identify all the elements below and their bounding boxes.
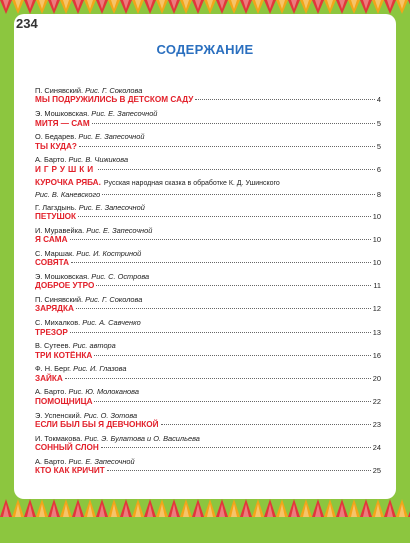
toc-entry[interactable]: И. Муравейка. Рис. Е. Запесочной Я САМА 10 — [35, 225, 381, 245]
bottom-decorative-border — [0, 499, 410, 543]
story-title: ДОБРОЕ УТРО — [35, 281, 95, 291]
dot-leader — [71, 262, 371, 263]
story-title: ИГРУШКИ — [35, 164, 97, 174]
page-ref: 20 — [372, 373, 381, 383]
story-title: КУРОЧКА РЯБА. — [35, 178, 101, 188]
toc-entry[interactable]: КУРОЧКА РЯБА. Русская народная сказка в обработке К. Д. Ушинского Рис. В. Каневского 8 — [35, 178, 381, 199]
story-title: МЫ ПОДРУЖИЛИСЬ В ДЕТСКОМ САДУ — [35, 95, 194, 105]
story-title: ЕСЛИ БЫЛ БЫ Я ДЕВЧОНКОЙ — [35, 419, 159, 429]
dot-leader — [195, 99, 375, 100]
page-ref: 10 — [372, 258, 381, 268]
dot-leader — [98, 169, 375, 170]
page-ref: 13 — [372, 327, 381, 337]
page-ref: 23 — [372, 419, 381, 429]
page-ref: 11 — [373, 281, 381, 291]
dot-leader — [94, 401, 370, 402]
toc-entry[interactable]: В. Сутеев. Рис. автора ТРИ КОТЁНКА 16 — [35, 341, 381, 360]
story-note: Русская народная сказка в обработке К. Д. Ушинского — [103, 180, 280, 188]
page-ref: 22 — [372, 396, 381, 406]
page-ref: 10 — [372, 235, 381, 245]
dot-leader — [92, 123, 375, 124]
page-number: 234 — [16, 16, 38, 31]
toc-entry[interactable]: Э. Мошковская. Рис. С. Острова ДОБРОЕ УТРО 11 — [35, 271, 381, 291]
toc-entry[interactable]: Г. Лагздынь. Рис. Е. Запесочной ПЕТУШОК 10 — [35, 202, 381, 221]
page-ref: 5 — [376, 118, 381, 128]
page-ref: 4 — [376, 95, 381, 105]
table-of-contents — [35, 86, 381, 480]
story-title: ЗАРЯДКА — [35, 304, 74, 314]
story-title: ПОМОЩНИЦА — [35, 396, 93, 406]
dot-leader — [76, 308, 371, 309]
dot-leader — [94, 355, 370, 356]
story-title: ЗАЙКА — [35, 373, 63, 383]
page-ref: 6 — [376, 164, 381, 174]
toc-entry[interactable]: А. Барто. Рис. В. Чижикова ИГРУШКИ 6 — [35, 155, 381, 174]
page-ref: 16 — [372, 350, 381, 360]
toc-entry[interactable]: Ф. Н. Берг. Рис. И. Глазова ЗАЙКА 20 — [35, 364, 381, 383]
story-title: ПЕТУШОК — [35, 211, 77, 221]
toc-entry[interactable]: П. Синявский. Рис. Г. Соколова ЗАРЯДКА 12 — [35, 294, 381, 314]
story-title: ТЫ КУДА? — [35, 141, 77, 151]
page-ref: 25 — [372, 466, 381, 476]
story-title: Я САМА — [35, 235, 68, 245]
toc-entry[interactable]: П. Синявский. Рис. Г. Соколова МЫ ПОДРУЖИЛИСЬ В ДЕТСКОМ САДУ 4 — [35, 86, 381, 105]
story-title: ТРЕЗОР — [35, 327, 68, 337]
toc-entry[interactable]: С. Маршак. Рис. И. Костриной СОВЯТА 10 — [35, 248, 381, 268]
story-title: КТО КАК КРИЧИТ — [35, 466, 105, 476]
page-ref: 5 — [376, 141, 381, 151]
dot-leader — [79, 146, 375, 147]
story-title: СОННЫЙ СЛОН — [35, 443, 99, 453]
dot-leader — [107, 470, 371, 471]
dot-leader — [65, 378, 371, 379]
toc-entry[interactable]: Э. Мошковская. Рис. Е. Запесочной МИТЯ — САМ 5 — [35, 109, 381, 128]
toc-entry[interactable]: А. Барто. Рис. Е. Запесочной КТО КАК КРИЧИТ 25 — [35, 456, 381, 476]
story-title: ТРИ КОТЁНКА — [35, 350, 93, 360]
story-title: СОВЯТА — [35, 258, 70, 268]
toc-entry[interactable]: И. Токмакова. Рис. Э. Булатова и О. Васильева СОННЫЙ СЛОН 24 — [35, 433, 381, 453]
page-ref: 10 — [372, 211, 381, 221]
page-ref: 12 — [372, 304, 381, 314]
dot-leader — [96, 285, 371, 286]
toc-entry[interactable]: Э. Успенский. Рис. О. Зотова ЕСЛИ БЫЛ БЫ Я ДЕВЧОНКОЙ 23 — [35, 410, 381, 429]
dot-leader — [70, 332, 371, 333]
dot-leader — [70, 239, 371, 240]
page-ref: 24 — [372, 443, 381, 453]
dot-leader — [101, 447, 371, 448]
dot-leader — [102, 194, 375, 195]
toc-entry[interactable]: А. Барто. Рис. Ю. Молоканова ПОМОЩНИЦА 22 — [35, 387, 381, 406]
dot-leader — [161, 424, 371, 425]
toc-entry[interactable]: О. Бедарев. Рис. Е. Запесочной ТЫ КУДА? 5 — [35, 132, 381, 151]
contents-page — [14, 14, 396, 499]
dot-leader — [78, 216, 371, 217]
story-title: МИТЯ — САМ — [35, 118, 90, 128]
page-title: СОДЕРЖАНИЕ — [156, 42, 254, 57]
page-ref: 8 — [376, 189, 381, 199]
toc-entry[interactable]: С. Михалков. Рис. А. Савченко ТРЕЗОР 13 — [35, 318, 381, 337]
